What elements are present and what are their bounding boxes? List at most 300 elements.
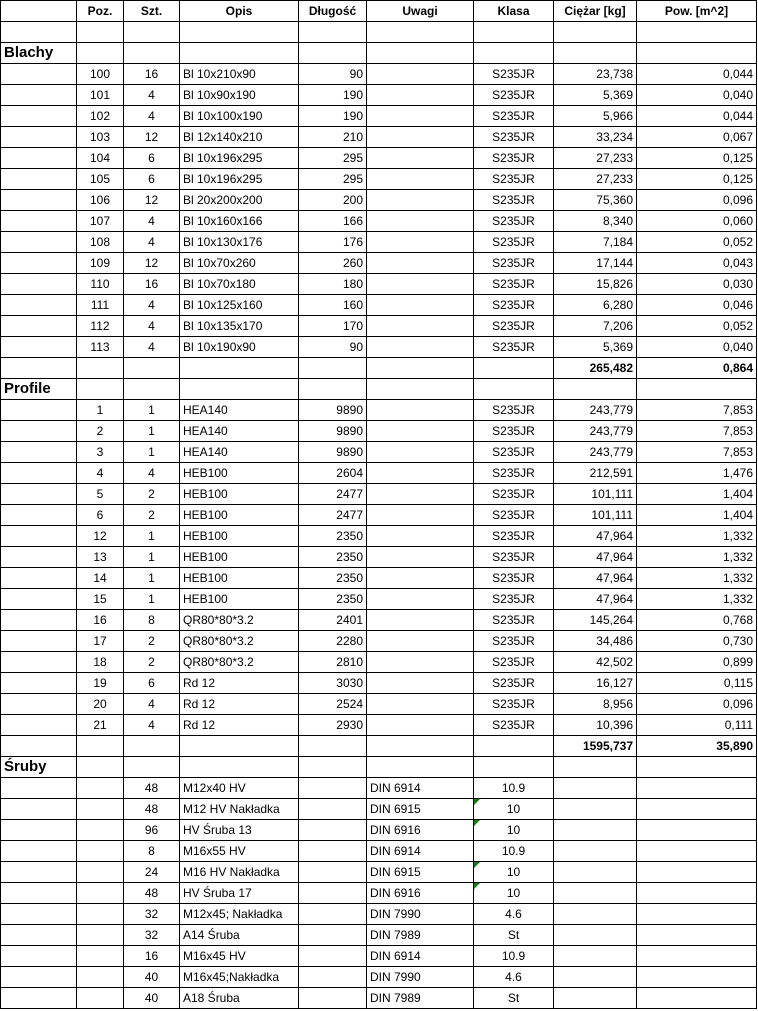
cell-dlugosc[interactable] xyxy=(299,778,367,799)
cell-dlugosc[interactable] xyxy=(299,904,367,925)
cell-szt[interactable]: 1 xyxy=(124,547,180,568)
cell-poz[interactable]: 100 xyxy=(77,64,124,85)
cell-uwagi[interactable] xyxy=(367,442,474,463)
cell-dlugosc[interactable] xyxy=(299,967,367,988)
empty-cell[interactable] xyxy=(299,379,367,400)
cell-poz[interactable]: 1 xyxy=(77,400,124,421)
cell-pow[interactable]: 1,332 xyxy=(637,547,757,568)
cell-szt[interactable]: 4 xyxy=(124,295,180,316)
empty-cell[interactable] xyxy=(1,904,77,925)
section-title[interactable]: Blachy xyxy=(1,43,77,64)
empty-cell[interactable] xyxy=(180,358,299,379)
cell-opis[interactable]: Bl 10x125x160 xyxy=(180,295,299,316)
cell-poz[interactable] xyxy=(77,988,124,1009)
cell-ciezar[interactable]: 243,779 xyxy=(554,421,637,442)
cell-szt[interactable]: 6 xyxy=(124,169,180,190)
cell-poz[interactable]: 5 xyxy=(77,484,124,505)
cell-szt[interactable]: 4 xyxy=(124,694,180,715)
empty-cell[interactable] xyxy=(299,43,367,64)
cell-poz[interactable]: 13 xyxy=(77,547,124,568)
empty-cell[interactable] xyxy=(1,967,77,988)
cell-poz[interactable]: 19 xyxy=(77,673,124,694)
empty-cell[interactable] xyxy=(1,568,77,589)
empty-cell[interactable] xyxy=(1,631,77,652)
empty-cell[interactable] xyxy=(1,232,77,253)
cell-szt[interactable]: 4 xyxy=(124,211,180,232)
cell-dlugosc[interactable]: 2350 xyxy=(299,589,367,610)
cell-ciezar[interactable]: 75,360 xyxy=(554,190,637,211)
cell-poz[interactable]: 2 xyxy=(77,421,124,442)
cell-pow[interactable]: 1,476 xyxy=(637,463,757,484)
empty-cell[interactable] xyxy=(1,673,77,694)
cell-opis[interactable]: Bl 10x135x170 xyxy=(180,316,299,337)
cell-szt[interactable]: 12 xyxy=(124,190,180,211)
cell-poz[interactable]: 110 xyxy=(77,274,124,295)
cell-poz[interactable]: 112 xyxy=(77,316,124,337)
cell-poz[interactable] xyxy=(77,778,124,799)
cell-dlugosc[interactable]: 295 xyxy=(299,148,367,169)
cell-opis[interactable]: Rd 12 xyxy=(180,694,299,715)
cell-dlugosc[interactable]: 190 xyxy=(299,106,367,127)
cell-dlugosc[interactable] xyxy=(299,925,367,946)
cell-pow[interactable]: 1,404 xyxy=(637,484,757,505)
cell-klasa[interactable]: 10.9 xyxy=(474,841,554,862)
cell-klasa[interactable]: S235JR xyxy=(474,589,554,610)
cell-opis[interactable]: HEB100 xyxy=(180,589,299,610)
cell-ciezar[interactable]: 101,111 xyxy=(554,484,637,505)
empty-cell[interactable] xyxy=(124,736,180,757)
empty-cell[interactable] xyxy=(1,925,77,946)
cell-poz[interactable] xyxy=(77,925,124,946)
cell-ciezar[interactable]: 212,591 xyxy=(554,463,637,484)
total-pow[interactable]: 35,890 xyxy=(637,736,757,757)
cell-poz[interactable]: 113 xyxy=(77,337,124,358)
cell-szt[interactable]: 4 xyxy=(124,85,180,106)
column-header-pow[interactable]: Pow. [m^2] xyxy=(637,1,757,22)
cell-ciezar[interactable]: 8,956 xyxy=(554,694,637,715)
section-title[interactable]: Profile xyxy=(1,379,77,400)
cell-poz[interactable]: 15 xyxy=(77,589,124,610)
cell-ciezar[interactable]: 101,111 xyxy=(554,505,637,526)
cell-pow[interactable] xyxy=(637,967,757,988)
empty-cell[interactable] xyxy=(299,736,367,757)
cell-szt[interactable]: 6 xyxy=(124,673,180,694)
empty-cell[interactable] xyxy=(77,358,124,379)
cell-poz[interactable]: 105 xyxy=(77,169,124,190)
cell-szt[interactable]: 32 xyxy=(124,925,180,946)
cell-dlugosc[interactable]: 9890 xyxy=(299,400,367,421)
cell-klasa[interactable]: S235JR xyxy=(474,673,554,694)
cell-opis[interactable]: A18 Śruba xyxy=(180,988,299,1009)
cell-opis[interactable]: Bl 20x200x200 xyxy=(180,190,299,211)
cell-opis[interactable]: HEA140 xyxy=(180,421,299,442)
empty-cell[interactable] xyxy=(1,106,77,127)
cell-szt[interactable]: 1 xyxy=(124,400,180,421)
empty-cell[interactable] xyxy=(474,43,554,64)
cell-ciezar[interactable]: 27,233 xyxy=(554,148,637,169)
empty-cell[interactable] xyxy=(1,22,77,43)
cell-klasa[interactable]: S235JR xyxy=(474,85,554,106)
cell-ciezar[interactable] xyxy=(554,988,637,1009)
cell-poz[interactable]: 18 xyxy=(77,652,124,673)
cell-pow[interactable] xyxy=(637,820,757,841)
cell-pow[interactable]: 7,853 xyxy=(637,400,757,421)
cell-ciezar[interactable]: 145,264 xyxy=(554,610,637,631)
cell-dlugosc[interactable] xyxy=(299,841,367,862)
cell-poz[interactable]: 107 xyxy=(77,211,124,232)
cell-opis[interactable]: Rd 12 xyxy=(180,673,299,694)
cell-ciezar[interactable]: 10,396 xyxy=(554,715,637,736)
empty-cell[interactable] xyxy=(124,43,180,64)
cell-dlugosc[interactable]: 2350 xyxy=(299,526,367,547)
cell-uwagi[interactable] xyxy=(367,631,474,652)
cell-uwagi[interactable] xyxy=(367,484,474,505)
empty-cell[interactable] xyxy=(1,484,77,505)
cell-pow[interactable]: 1,332 xyxy=(637,589,757,610)
cell-uwagi[interactable] xyxy=(367,673,474,694)
cell-uwagi[interactable]: DIN 7989 xyxy=(367,925,474,946)
cell-pow[interactable] xyxy=(637,778,757,799)
cell-dlugosc[interactable]: 160 xyxy=(299,295,367,316)
cell-uwagi[interactable] xyxy=(367,232,474,253)
empty-cell[interactable] xyxy=(367,736,474,757)
empty-cell[interactable] xyxy=(1,547,77,568)
cell-uwagi[interactable]: DIN 7989 xyxy=(367,988,474,1009)
empty-cell[interactable] xyxy=(367,43,474,64)
cell-ciezar[interactable] xyxy=(554,862,637,883)
empty-cell[interactable] xyxy=(554,22,637,43)
cell-poz[interactable]: 108 xyxy=(77,232,124,253)
cell-uwagi[interactable]: DIN 7990 xyxy=(367,904,474,925)
cell-ciezar[interactable]: 8,340 xyxy=(554,211,637,232)
cell-opis[interactable]: QR80*80*3.2 xyxy=(180,631,299,652)
empty-cell[interactable] xyxy=(554,43,637,64)
cell-szt[interactable]: 40 xyxy=(124,967,180,988)
cell-opis[interactable]: Bl 10x70x180 xyxy=(180,274,299,295)
empty-cell[interactable] xyxy=(77,43,124,64)
cell-klasa[interactable]: S235JR xyxy=(474,64,554,85)
cell-ciezar[interactable]: 33,234 xyxy=(554,127,637,148)
cell-szt[interactable]: 48 xyxy=(124,883,180,904)
cell-szt[interactable]: 4 xyxy=(124,337,180,358)
empty-cell[interactable] xyxy=(1,337,77,358)
cell-pow[interactable]: 0,040 xyxy=(637,337,757,358)
cell-szt[interactable]: 48 xyxy=(124,799,180,820)
column-header-ciezar[interactable]: Ciężar [kg] xyxy=(554,1,637,22)
cell-opis[interactable]: Rd 12 xyxy=(180,715,299,736)
cell-klasa[interactable]: S235JR xyxy=(474,505,554,526)
cell-poz[interactable]: 21 xyxy=(77,715,124,736)
empty-cell[interactable] xyxy=(1,442,77,463)
cell-uwagi[interactable]: DIN 6915 xyxy=(367,799,474,820)
cell-poz[interactable]: 106 xyxy=(77,190,124,211)
cell-dlugosc[interactable]: 166 xyxy=(299,211,367,232)
cell-klasa[interactable]: S235JR xyxy=(474,169,554,190)
cell-ciezar[interactable]: 47,964 xyxy=(554,526,637,547)
empty-cell[interactable] xyxy=(1,295,77,316)
cell-uwagi[interactable] xyxy=(367,715,474,736)
cell-ciezar[interactable] xyxy=(554,799,637,820)
cell-poz[interactable] xyxy=(77,967,124,988)
cell-pow[interactable] xyxy=(637,925,757,946)
cell-klasa[interactable]: 4.6 xyxy=(474,904,554,925)
empty-cell[interactable] xyxy=(77,379,124,400)
cell-poz[interactable] xyxy=(77,841,124,862)
cell-klasa[interactable]: S235JR xyxy=(474,232,554,253)
cell-dlugosc[interactable] xyxy=(299,946,367,967)
empty-cell[interactable] xyxy=(474,22,554,43)
cell-klasa[interactable]: S235JR xyxy=(474,274,554,295)
cell-poz[interactable] xyxy=(77,904,124,925)
empty-cell[interactable] xyxy=(299,22,367,43)
empty-cell[interactable] xyxy=(1,400,77,421)
cell-opis[interactable]: HEB100 xyxy=(180,568,299,589)
empty-cell[interactable] xyxy=(124,757,180,778)
cell-pow[interactable]: 0,030 xyxy=(637,274,757,295)
cell-uwagi[interactable] xyxy=(367,64,474,85)
cell-klasa[interactable]: S235JR xyxy=(474,211,554,232)
cell-pow[interactable]: 0,125 xyxy=(637,148,757,169)
cell-poz[interactable]: 103 xyxy=(77,127,124,148)
cell-ciezar[interactable]: 243,779 xyxy=(554,442,637,463)
cell-klasa[interactable]: 10 xyxy=(474,799,554,820)
cell-opis[interactable]: Bl 10x100x190 xyxy=(180,106,299,127)
empty-cell[interactable] xyxy=(180,22,299,43)
empty-cell[interactable] xyxy=(1,778,77,799)
cell-dlugosc[interactable]: 260 xyxy=(299,253,367,274)
cell-dlugosc[interactable]: 2524 xyxy=(299,694,367,715)
empty-cell[interactable] xyxy=(1,652,77,673)
cell-klasa[interactable]: S235JR xyxy=(474,253,554,274)
total-pow[interactable]: 0,864 xyxy=(637,358,757,379)
empty-cell[interactable] xyxy=(1,526,77,547)
cell-dlugosc[interactable] xyxy=(299,862,367,883)
cell-opis[interactable]: QR80*80*3.2 xyxy=(180,610,299,631)
cell-szt[interactable]: 48 xyxy=(124,778,180,799)
empty-cell[interactable] xyxy=(1,883,77,904)
cell-poz[interactable]: 4 xyxy=(77,463,124,484)
cell-poz[interactable]: 104 xyxy=(77,148,124,169)
cell-poz[interactable] xyxy=(77,883,124,904)
cell-opis[interactable]: HEA140 xyxy=(180,400,299,421)
cell-uwagi[interactable] xyxy=(367,85,474,106)
cell-pow[interactable]: 0,111 xyxy=(637,715,757,736)
cell-klasa[interactable]: S235JR xyxy=(474,421,554,442)
cell-uwagi[interactable]: DIN 6916 xyxy=(367,883,474,904)
cell-dlugosc[interactable] xyxy=(299,799,367,820)
cell-opis[interactable]: HEB100 xyxy=(180,505,299,526)
cell-szt[interactable]: 12 xyxy=(124,127,180,148)
cell-pow[interactable] xyxy=(637,988,757,1009)
cell-klasa[interactable]: S235JR xyxy=(474,652,554,673)
cell-szt[interactable]: 16 xyxy=(124,274,180,295)
empty-cell[interactable] xyxy=(1,421,77,442)
cell-klasa[interactable]: S235JR xyxy=(474,568,554,589)
empty-cell[interactable] xyxy=(474,736,554,757)
cell-pow[interactable]: 7,853 xyxy=(637,421,757,442)
cell-uwagi[interactable] xyxy=(367,295,474,316)
empty-cell[interactable] xyxy=(1,463,77,484)
empty-cell[interactable] xyxy=(124,379,180,400)
cell-dlugosc[interactable]: 2401 xyxy=(299,610,367,631)
cell-opis[interactable]: Bl 10x196x295 xyxy=(180,169,299,190)
cell-pow[interactable]: 0,768 xyxy=(637,610,757,631)
empty-cell[interactable] xyxy=(1,946,77,967)
cell-opis[interactable]: HV Śruba 17 xyxy=(180,883,299,904)
cell-ciezar[interactable] xyxy=(554,904,637,925)
cell-szt[interactable]: 2 xyxy=(124,652,180,673)
cell-klasa[interactable]: 10.9 xyxy=(474,946,554,967)
column-header-szt[interactable]: Szt. xyxy=(124,1,180,22)
cell-pow[interactable]: 0,043 xyxy=(637,253,757,274)
cell-klasa[interactable]: S235JR xyxy=(474,610,554,631)
cell-klasa[interactable]: 10 xyxy=(474,883,554,904)
cell-ciezar[interactable]: 47,964 xyxy=(554,589,637,610)
cell-ciezar[interactable]: 7,206 xyxy=(554,316,637,337)
cell-szt[interactable]: 32 xyxy=(124,904,180,925)
cell-ciezar[interactable] xyxy=(554,946,637,967)
cell-uwagi[interactable] xyxy=(367,421,474,442)
cell-szt[interactable]: 96 xyxy=(124,820,180,841)
empty-cell[interactable] xyxy=(1,820,77,841)
cell-opis[interactable]: Bl 10x160x166 xyxy=(180,211,299,232)
cell-uwagi[interactable] xyxy=(367,400,474,421)
empty-cell[interactable] xyxy=(554,379,637,400)
cell-ciezar[interactable]: 5,966 xyxy=(554,106,637,127)
cell-opis[interactable]: HEA140 xyxy=(180,442,299,463)
cell-ciezar[interactable]: 47,964 xyxy=(554,547,637,568)
empty-cell[interactable] xyxy=(180,379,299,400)
cell-opis[interactable]: M12x40 HV xyxy=(180,778,299,799)
empty-cell[interactable] xyxy=(124,22,180,43)
empty-cell[interactable] xyxy=(77,736,124,757)
cell-dlugosc[interactable] xyxy=(299,883,367,904)
cell-opis[interactable]: M12 HV Nakładka xyxy=(180,799,299,820)
cell-opis[interactable]: Bl 10x90x190 xyxy=(180,85,299,106)
cell-szt[interactable]: 12 xyxy=(124,253,180,274)
cell-klasa[interactable]: 4.6 xyxy=(474,967,554,988)
cell-uwagi[interactable] xyxy=(367,337,474,358)
empty-cell[interactable] xyxy=(1,274,77,295)
cell-ciezar[interactable] xyxy=(554,841,637,862)
cell-pow[interactable]: 0,052 xyxy=(637,232,757,253)
cell-opis[interactable]: HEB100 xyxy=(180,547,299,568)
cell-opis[interactable]: M16x55 HV xyxy=(180,841,299,862)
empty-cell[interactable] xyxy=(1,505,77,526)
cell-szt[interactable]: 4 xyxy=(124,463,180,484)
empty-cell[interactable] xyxy=(124,358,180,379)
cell-szt[interactable]: 40 xyxy=(124,988,180,1009)
cell-poz[interactable]: 109 xyxy=(77,253,124,274)
cell-opis[interactable]: Bl 10x70x260 xyxy=(180,253,299,274)
cell-szt[interactable]: 1 xyxy=(124,589,180,610)
total-ciezar[interactable]: 1595,737 xyxy=(554,736,637,757)
cell-klasa[interactable]: S235JR xyxy=(474,316,554,337)
cell-ciezar[interactable] xyxy=(554,967,637,988)
cell-dlugosc[interactable]: 2930 xyxy=(299,715,367,736)
cell-klasa[interactable]: S235JR xyxy=(474,547,554,568)
column-header-uwagi[interactable]: Uwagi xyxy=(367,1,474,22)
cell-klasa[interactable]: S235JR xyxy=(474,190,554,211)
cell-pow[interactable]: 1,332 xyxy=(637,526,757,547)
cell-opis[interactable]: Bl 10x196x295 xyxy=(180,148,299,169)
empty-cell[interactable] xyxy=(1,85,77,106)
cell-dlugosc[interactable]: 190 xyxy=(299,85,367,106)
cell-poz[interactable] xyxy=(77,799,124,820)
cell-klasa[interactable]: S235JR xyxy=(474,400,554,421)
cell-pow[interactable]: 0,044 xyxy=(637,106,757,127)
cell-opis[interactable]: M16x45;Nakładka xyxy=(180,967,299,988)
cell-klasa[interactable]: S235JR xyxy=(474,337,554,358)
cell-pow[interactable]: 0,899 xyxy=(637,652,757,673)
cell-uwagi[interactable] xyxy=(367,127,474,148)
empty-cell[interactable] xyxy=(1,127,77,148)
cell-szt[interactable]: 4 xyxy=(124,232,180,253)
empty-cell[interactable] xyxy=(1,211,77,232)
cell-pow[interactable]: 1,332 xyxy=(637,568,757,589)
column-header-klasa[interactable]: Klasa xyxy=(474,1,554,22)
cell-ciezar[interactable]: 42,502 xyxy=(554,652,637,673)
cell-pow[interactable]: 0,060 xyxy=(637,211,757,232)
cell-dlugosc[interactable]: 176 xyxy=(299,232,367,253)
cell-ciezar[interactable]: 27,233 xyxy=(554,169,637,190)
cell-ciezar[interactable]: 16,127 xyxy=(554,673,637,694)
cell-klasa[interactable]: St xyxy=(474,988,554,1009)
cell-pow[interactable] xyxy=(637,862,757,883)
column-header-dlugosc[interactable]: Długość xyxy=(299,1,367,22)
empty-cell[interactable] xyxy=(637,379,757,400)
cell-pow[interactable] xyxy=(637,841,757,862)
empty-cell[interactable] xyxy=(1,64,77,85)
empty-cell[interactable] xyxy=(367,358,474,379)
cell-ciezar[interactable]: 34,486 xyxy=(554,631,637,652)
cell-uwagi[interactable] xyxy=(367,610,474,631)
cell-dlugosc[interactable]: 2810 xyxy=(299,652,367,673)
cell-uwagi[interactable] xyxy=(367,505,474,526)
cell-dlugosc[interactable]: 9890 xyxy=(299,421,367,442)
cell-dlugosc[interactable]: 90 xyxy=(299,337,367,358)
cell-uwagi[interactable] xyxy=(367,652,474,673)
section-title[interactable]: Śruby xyxy=(1,757,77,778)
cell-uwagi[interactable] xyxy=(367,694,474,715)
cell-uwagi[interactable] xyxy=(367,274,474,295)
cell-pow[interactable]: 0,730 xyxy=(637,631,757,652)
total-ciezar[interactable]: 265,482 xyxy=(554,358,637,379)
cell-poz[interactable]: 111 xyxy=(77,295,124,316)
cell-uwagi[interactable] xyxy=(367,526,474,547)
cell-poz[interactable]: 12 xyxy=(77,526,124,547)
cell-uwagi[interactable] xyxy=(367,190,474,211)
cell-szt[interactable]: 8 xyxy=(124,841,180,862)
cell-klasa[interactable]: S235JR xyxy=(474,484,554,505)
empty-cell[interactable] xyxy=(1,694,77,715)
cell-ciezar[interactable]: 7,184 xyxy=(554,232,637,253)
cell-szt[interactable]: 2 xyxy=(124,631,180,652)
cell-szt[interactable]: 1 xyxy=(124,526,180,547)
empty-cell[interactable] xyxy=(1,358,77,379)
cell-opis[interactable]: HV Śruba 13 xyxy=(180,820,299,841)
cell-uwagi[interactable] xyxy=(367,463,474,484)
cell-poz[interactable]: 14 xyxy=(77,568,124,589)
cell-poz[interactable]: 17 xyxy=(77,631,124,652)
cell-szt[interactable]: 24 xyxy=(124,862,180,883)
cell-opis[interactable]: QR80*80*3.2 xyxy=(180,652,299,673)
cell-dlugosc[interactable]: 200 xyxy=(299,190,367,211)
cell-poz[interactable]: 16 xyxy=(77,610,124,631)
cell-pow[interactable] xyxy=(637,904,757,925)
empty-cell[interactable] xyxy=(1,715,77,736)
cell-klasa[interactable]: S235JR xyxy=(474,106,554,127)
